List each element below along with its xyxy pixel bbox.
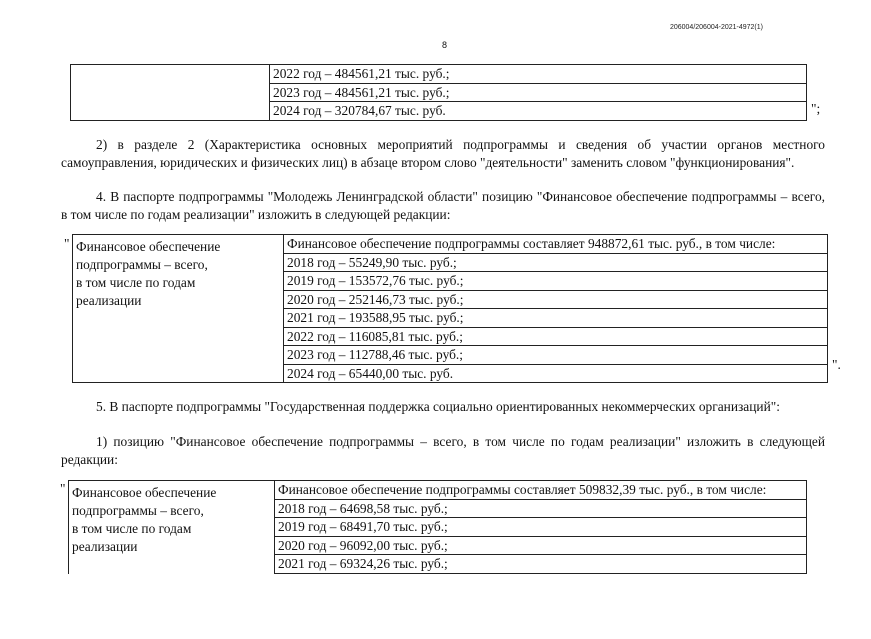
page-number: 8 xyxy=(442,40,448,50)
funding-line: 2024 год – 65440,00 тыс. руб. xyxy=(287,365,454,381)
funding-line: 2018 год – 64698,58 тыс. руб.; xyxy=(275,500,806,519)
funding-total-line: Финансовое обеспечение подпрограммы составляет 948872,61 тыс. руб., в том числе: xyxy=(284,235,827,254)
paragraph-nko-passport: 5. В паспорте подпрограммы "Государственная поддержка социально ориентированных некоммерческих организаций": xyxy=(96,399,780,414)
funding-line: 2024 год – 320784,67 тыс. руб. xyxy=(273,103,446,118)
funding-line: 2020 год – 96092,00 тыс. руб.; xyxy=(275,537,806,556)
funding-line: 2022 год – 484561,21 тыс. руб.; xyxy=(270,65,806,84)
label-line: реализации xyxy=(72,539,138,554)
funding-line: 2019 год – 68491,70 тыс. руб.; xyxy=(275,518,806,537)
opening-quote: " xyxy=(60,481,66,496)
nko-funding-table xyxy=(68,480,807,574)
funding-line: 2020 год – 252146,73 тыс. руб.; xyxy=(284,291,827,310)
closing-quote: "; xyxy=(811,101,821,116)
funding-line: 2023 год – 112788,46 тыс. руб.; xyxy=(284,346,827,365)
document-id: 206004/206004-2021-4972(1) xyxy=(669,24,763,31)
funding-values-cell xyxy=(270,65,807,121)
funding-values-cell xyxy=(275,481,807,574)
funding-line: 2019 год – 153572,76 тыс. руб.; xyxy=(284,272,827,291)
funding-line: 2018 год – 55249,90 тыс. руб.; xyxy=(284,254,827,273)
funding-total-line: Финансовое обеспечение подпрограммы составляет 509832,39 тыс. руб., в том числе: xyxy=(275,481,806,500)
funding-label-cell xyxy=(69,481,275,574)
funding-line: 2021 год – 69324,26 тыс. руб.; xyxy=(275,555,806,574)
youth-funding-table xyxy=(72,234,828,383)
funding-label-cell xyxy=(71,65,270,121)
label-line: Финансовое обеспечение xyxy=(76,239,221,254)
label-line: в том числе по годам xyxy=(76,275,196,290)
funding-line: 2023 год – 484561,21 тыс. руб.; xyxy=(270,84,806,103)
funding-line: 2021 год – 193588,95 тыс. руб.; xyxy=(284,309,827,328)
funding-values-cell xyxy=(284,235,828,383)
closing-quote: ". xyxy=(832,357,841,372)
paragraph-youth-passport: 4. В паспорте подпрограммы "Молодежь Ленинградской области" позицию "Финансовое обеспечение подпрограммы – всего, в том числе по годам реализации" изложить в следующей редакции: xyxy=(61,189,825,222)
paragraph-section2-change: 2) в разделе 2 (Характеристика основных мероприятий подпрограммы и сведения об участии органов местного самоуправления, юридических и физических лиц) в абзаце втором слово "деятельности" заменить словом "функционирования". xyxy=(61,137,825,170)
label-line: подпрограммы – всего, xyxy=(72,503,204,518)
label-line: реализации xyxy=(76,293,142,308)
paragraph-position-change: 1) позицию "Финансовое обеспечение подпрограммы – всего, в том числе по годам реализации" изложить в следующей редакции: xyxy=(61,434,825,467)
label-line: Финансовое обеспечение xyxy=(72,485,217,500)
funding-line: 2022 год – 116085,81 тыс. руб.; xyxy=(284,328,827,347)
funding-table-continued xyxy=(70,64,807,121)
label-line: в том числе по годам xyxy=(72,521,192,536)
opening-quote: " xyxy=(64,236,70,251)
label-line: подпрограммы – всего, xyxy=(76,257,208,272)
funding-label-cell xyxy=(73,235,284,383)
